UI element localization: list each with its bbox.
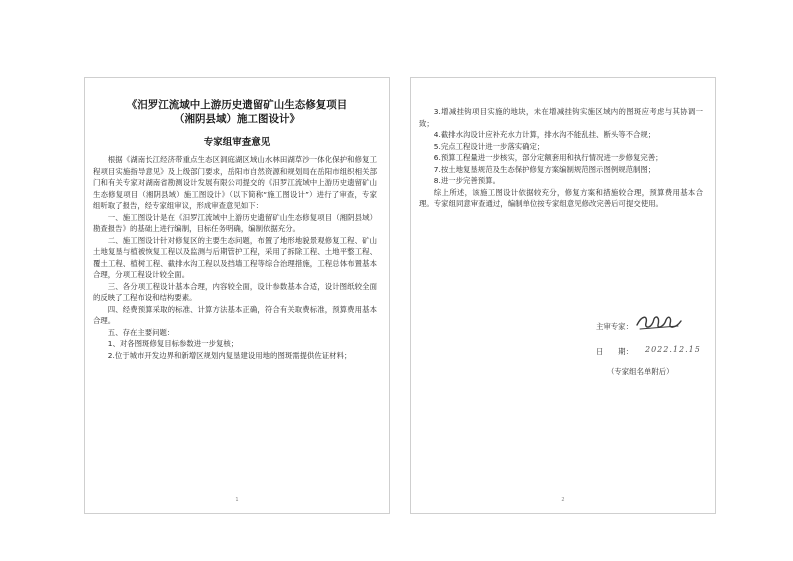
date-label: 日 期：: [596, 347, 633, 356]
page-number: 1: [235, 497, 239, 503]
paragraph-2: 二、施工图设计针对修复区的主要生态问题，布置了地形地貌景观修复工程、矿山土地复垦与植被恢复工程以及监测与后期管护工程，采用了拆除工程、土地平整工程、覆土工程、植树工程、截排水沟工程以及挡墙工程等综合治理措施，工程总体布置基本合理，分项工程设计较全面。: [93, 235, 377, 279]
signature-image: [634, 311, 684, 333]
issue-8: 8.进一步完善预算。: [433, 176, 500, 185]
document-title: [85, 98, 389, 126]
right-page-body: [419, 106, 703, 210]
handwritten-date: 2022.12.15: [645, 345, 701, 354]
issue-4: 4.截排水沟设计应补充水力计算，排水沟不能乱挂、断头等不合规；: [433, 130, 656, 139]
issue-5: 5.完点工程设计进一步落实确定；: [433, 141, 545, 151]
left-document-page: [84, 77, 390, 514]
issue-2: 2.位于城市开发边界和新增区规划内复垦建设用地的图斑需提供佐证材料；: [107, 350, 352, 360]
document-subtitle: 专家组审查意见: [203, 137, 271, 148]
reviewer-label: 主审专家：: [596, 322, 633, 331]
issue-1: 1、对各图斑修复目标参数进一步复核；: [107, 339, 239, 348]
paragraph-1: 一、施工图设计是在《汨罗江流域中上游历史遗留矿山生态修复项目（湘阴县域）勘查报告》的基础上进行编制，目标任务明确，编制依据充分。: [93, 212, 377, 233]
paragraph-3: 三、各分项工程设计基本合理，内容较全面，设计参数基本合适，设计图纸较全面的反映了工程布设和结构要素。: [93, 281, 377, 302]
paragraph-5: 五、存在主要问题：: [107, 327, 175, 337]
page-number: 2: [561, 497, 565, 503]
issue-7: 7.按土地复垦规范及生态保护修复方案编制规范图示图例规范制图；: [433, 164, 656, 174]
conclusion-paragraph: 综上所述，该施工图设计依据较充分，修复方案和措施较合理，预算费用基本合理。专家组同意审查通过，编制单位按专家组意见修改完善后可提交使用。: [419, 187, 703, 208]
right-document-page: [410, 77, 716, 514]
title-line-2: （湘阴县域）施工图设计》: [174, 113, 300, 125]
issue-6: 6.预算工程量进一步核实，部分定额套用和执行情况进一步修复完善；: [433, 153, 663, 162]
paragraph-4: 四、经费预算采取的标准、计算方法基本正确，符合有关取费标准，预算费用基本合理。: [93, 304, 377, 325]
paragraph-intro: 根据《湖南长江经济带重点生态区洞庭湖区域山水林田湖草沙一体化保护和修复工程项目实施指导意见》及上级部门要求，岳阳市自然资源和规划局在岳阳市组织相关部门和有关专家对湖南省勘测设计发展有限公司提交的《汨罗江流域中上游历史遗留矿山生态修复项目（湘阴县域）施工图设计》（以下简称“施工图设计”）进行了审查，专家组听取了报告，经专家组审议，形成审查意见如下：: [93, 155, 377, 210]
appendix-note: （专家组名单附后）: [607, 367, 674, 376]
title-line-1: 《汨罗江流域中上游历史遗留矿山生态修复项目: [126, 99, 348, 111]
left-page-body: [93, 154, 377, 361]
issue-3: 3.增减挂钩项目实施的地块，未在增减挂钩实施区域内的图斑应考虑与其协调一致；: [419, 107, 703, 128]
